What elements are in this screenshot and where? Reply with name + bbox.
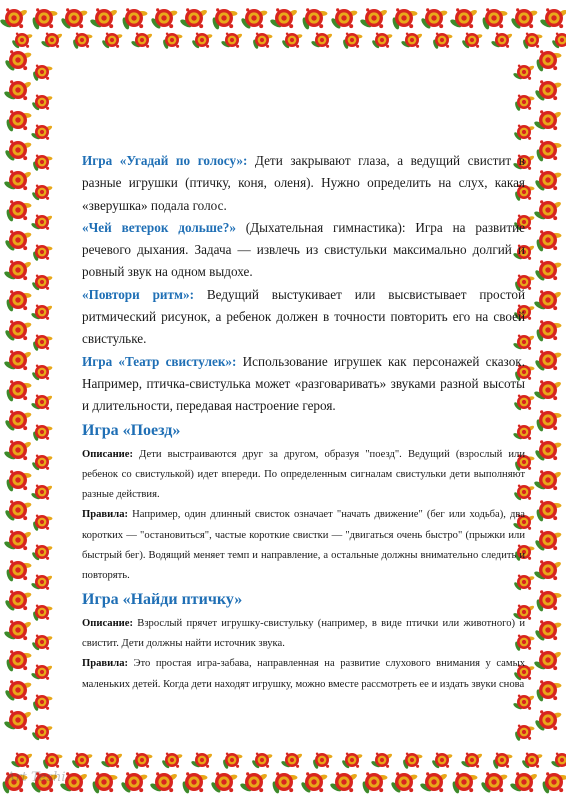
game-paragraph-guess-voice <box>82 150 525 217</box>
rules-text: Например, один длинный свисток означает "начать движение" (бег или ходьба), два коротких — "остановиться", частые короткие свистки — "двигаться очень быстро" (прыжки или быстрый бег). Водящий меняет темп и направление, а остальные должны внимательно следить и повторять. <box>82 509 525 582</box>
rules-text: Это простая игра-забава, направленная на развитие слухового внимания у самых маленьких детей. Когда дети находят игрушку, можно вместе рассмотреть ее и издать звуки снова <box>82 658 525 690</box>
description-label: Описание: <box>82 617 134 629</box>
train-rules <box>82 505 525 586</box>
paragraph-title: «Чей ветерок дольше?» <box>82 219 236 235</box>
paragraph-text: Использование игрушек как персонажей сказок. Например, птичка-свистулька может «разговаривать» звуками разной высоты и длительности, передавая настроение героя. <box>82 353 525 414</box>
paragraph-text: (Дыхательная гимнастика): Игра на развитие речевого дыхания. Задача — извлечь из свистульки максимально долгий и ровный звук на одном выдохе. <box>82 219 525 280</box>
find-bird-rules <box>82 654 525 695</box>
game-paragraph-theater <box>82 351 525 418</box>
rules-label: Правила: <box>82 509 129 521</box>
paragraph-text: Ведущий выстукивает или высвистывает простой ритмический рисунок, а ребенок должен в точности повторить его на своей свистульке. <box>82 286 525 347</box>
description-text: Дети выстраиваются друг за другом, образуя "поезд". Ведущий (взрослый или ребенок со свистулькой) идет впереди. По определенным сигналам свистульки дети выполняют разные действия. <box>82 448 525 501</box>
train-description <box>82 445 525 506</box>
game-paragraph-rhythm <box>82 284 525 351</box>
description-label: Описание: <box>82 448 134 460</box>
description-text: Взрослый прячет игрушку-свистульку (например, в виде птички или животного) и свистит. Дети должны найти источник звука. <box>82 617 525 649</box>
game-paragraph-breeze <box>82 217 525 284</box>
signature-watermark: Art Teshi <box>6 770 66 785</box>
paragraph-title: Игра «Театр свистулек»: <box>82 353 237 369</box>
paragraph-text: Дети закрывают глаза, а ведущий свистит в разные игрушки (птичку, коня, оленя). Нужно определить на слух, какая «зверушка» подала голос. <box>82 153 525 213</box>
game-heading-train: Игра «Поезд» <box>82 421 181 439</box>
paragraph-title: Игра «Угадай по голосу»: <box>82 153 248 168</box>
find-bird-description <box>82 614 525 655</box>
rules-label: Правила: <box>82 658 129 670</box>
page-content <box>82 150 525 695</box>
paragraph-title: «Повтори ритм»: <box>82 286 194 302</box>
game-heading-find-bird: Игра «Найди птичку» <box>82 590 243 608</box>
